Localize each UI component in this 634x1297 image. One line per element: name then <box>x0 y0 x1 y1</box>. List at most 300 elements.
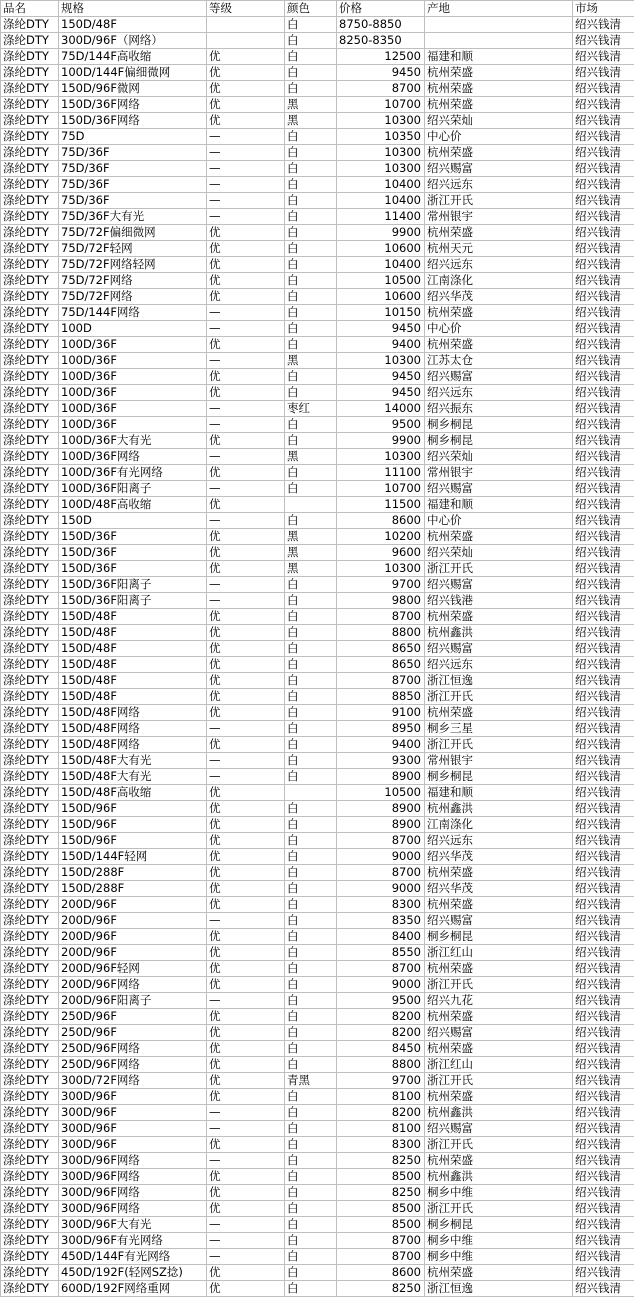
cell-origin: 杭州荣盛 <box>425 961 573 977</box>
cell-product: 涤纶DTY <box>1 113 59 129</box>
cell-product: 涤纶DTY <box>1 897 59 913</box>
cell-price: 8700 <box>337 1233 425 1249</box>
cell-price: 9450 <box>337 65 425 81</box>
cell-spec: 300D/96F大有光 <box>59 1217 207 1233</box>
cell-origin: 绍兴远东 <box>425 833 573 849</box>
cell-color: 白 <box>285 369 337 385</box>
cell-color: 白 <box>285 929 337 945</box>
cell-spec: 150D <box>59 513 207 529</box>
cell-product: 涤纶DTY <box>1 1217 59 1233</box>
cell-grade: 优 <box>207 1185 285 1201</box>
cell-price: 8900 <box>337 801 425 817</box>
cell-market: 绍兴钱清 <box>573 1249 634 1265</box>
cell-market: 绍兴钱清 <box>573 641 634 657</box>
cell-price: 9900 <box>337 433 425 449</box>
cell-market: 绍兴钱清 <box>573 113 634 129</box>
cell-color: 白 <box>285 577 337 593</box>
cell-product: 涤纶DTY <box>1 817 59 833</box>
table-row <box>1 337 634 353</box>
cell-market: 绍兴钱清 <box>573 593 634 609</box>
cell-market: 绍兴钱清 <box>573 97 634 113</box>
cell-origin: 桐乡桐昆 <box>425 769 573 785</box>
cell-product: 涤纶DTY <box>1 209 59 225</box>
cell-grade: 优 <box>207 689 285 705</box>
cell-color: 白 <box>285 1041 337 1057</box>
cell-origin: 杭州荣盛 <box>425 305 573 321</box>
cell-grade: 优 <box>207 1057 285 1073</box>
cell-origin: 中心价 <box>425 321 573 337</box>
cell-product: 涤纶DTY <box>1 545 59 561</box>
table-row <box>1 145 634 161</box>
cell-color: 白 <box>285 1089 337 1105</box>
cell-spec: 75D/36F <box>59 193 207 209</box>
cell-origin: 江南涤化 <box>425 273 573 289</box>
cell-spec: 450D/144F有光网络 <box>59 1249 207 1265</box>
cell-product: 涤纶DTY <box>1 353 59 369</box>
cell-product: 涤纶DTY <box>1 625 59 641</box>
cell-origin: 桐乡桐昆 <box>425 929 573 945</box>
table-row <box>1 113 634 129</box>
cell-grade: — <box>207 353 285 369</box>
cell-spec: 600D/192F网络重网 <box>59 1281 207 1297</box>
cell-color: 黑 <box>285 113 337 129</box>
cell-market: 绍兴钱清 <box>573 1201 634 1217</box>
cell-color: 白 <box>285 17 337 33</box>
cell-color: 白 <box>285 1265 337 1281</box>
cell-grade: 优 <box>207 65 285 81</box>
table-row <box>1 273 634 289</box>
cell-market: 绍兴钱清 <box>573 849 634 865</box>
cell-color: 白 <box>285 913 337 929</box>
cell-origin: 绍兴振东 <box>425 401 573 417</box>
cell-spec: 150D/36F <box>59 545 207 561</box>
table-row <box>1 881 634 897</box>
cell-product: 涤纶DTY <box>1 657 59 673</box>
cell-market: 绍兴钱清 <box>573 945 634 961</box>
cell-product: 涤纶DTY <box>1 577 59 593</box>
cell-origin <box>425 17 573 33</box>
cell-spec: 150D/48F大有光 <box>59 769 207 785</box>
cell-price: 9000 <box>337 881 425 897</box>
cell-color: 白 <box>285 1025 337 1041</box>
cell-origin: 浙江开氏 <box>425 1073 573 1089</box>
cell-origin: 福建和顺 <box>425 785 573 801</box>
cell-origin: 浙江恒逸 <box>425 1281 573 1297</box>
cell-grade: 优 <box>207 865 285 881</box>
cell-price: 8800 <box>337 625 425 641</box>
cell-spec: 100D/36F <box>59 401 207 417</box>
cell-grade: 优 <box>207 1265 285 1281</box>
cell-market: 绍兴钱清 <box>573 161 634 177</box>
cell-origin: 杭州荣盛 <box>425 145 573 161</box>
cell-price: 9700 <box>337 577 425 593</box>
table-row <box>1 1169 634 1185</box>
cell-spec: 150D/36F网络 <box>59 97 207 113</box>
cell-price: 10500 <box>337 785 425 801</box>
cell-grade: — <box>207 145 285 161</box>
cell-price: 8200 <box>337 1009 425 1025</box>
cell-color: 白 <box>285 1105 337 1121</box>
cell-price: 8750-8850 <box>337 17 425 33</box>
cell-color: 白 <box>285 1281 337 1297</box>
cell-product: 涤纶DTY <box>1 641 59 657</box>
cell-product: 涤纶DTY <box>1 225 59 241</box>
cell-market: 绍兴钱清 <box>573 1089 634 1105</box>
cell-spec: 150D/96F <box>59 817 207 833</box>
cell-price: 8500 <box>337 1201 425 1217</box>
cell-product: 涤纶DTY <box>1 1281 59 1297</box>
cell-spec: 100D/36F <box>59 417 207 433</box>
cell-market: 绍兴钱清 <box>573 17 634 33</box>
cell-product: 涤纶DTY <box>1 929 59 945</box>
table-row <box>1 705 634 721</box>
cell-spec: 150D/36F网络 <box>59 113 207 129</box>
table-row <box>1 577 634 593</box>
cell-market: 绍兴钱清 <box>573 609 634 625</box>
cell-color: 青黑 <box>285 1073 337 1089</box>
cell-grade: 优 <box>207 1201 285 1217</box>
cell-grade: 优 <box>207 241 285 257</box>
cell-market: 绍兴钱清 <box>573 33 634 49</box>
cell-market: 绍兴钱清 <box>573 321 634 337</box>
cell-color: 白 <box>285 769 337 785</box>
cell-color: 白 <box>285 465 337 481</box>
cell-color: 枣红 <box>285 401 337 417</box>
cell-price: 8550 <box>337 945 425 961</box>
cell-price: 10400 <box>337 177 425 193</box>
cell-color: 白 <box>285 193 337 209</box>
cell-spec: 150D/36F <box>59 529 207 545</box>
cell-grade: — <box>207 193 285 209</box>
table-row <box>1 1265 634 1281</box>
cell-color: 白 <box>285 737 337 753</box>
cell-grade: 优 <box>207 945 285 961</box>
cell-spec: 200D/96F <box>59 929 207 945</box>
cell-origin: 浙江开氏 <box>425 977 573 993</box>
cell-price: 8650 <box>337 641 425 657</box>
cell-grade: — <box>207 305 285 321</box>
cell-grade: 优 <box>207 625 285 641</box>
cell-price: 8200 <box>337 1025 425 1041</box>
header-color: 颜色 <box>285 1 337 17</box>
cell-spec: 75D/72F轻网 <box>59 241 207 257</box>
cell-market: 绍兴钱清 <box>573 129 634 145</box>
cell-grade: — <box>207 1233 285 1249</box>
table-row <box>1 961 634 977</box>
cell-origin: 桐乡三星 <box>425 721 573 737</box>
table-row <box>1 1281 634 1297</box>
cell-spec: 75D/144F网络 <box>59 305 207 321</box>
cell-price: 8900 <box>337 817 425 833</box>
cell-grade: — <box>207 769 285 785</box>
table-row <box>1 1089 634 1105</box>
cell-spec: 75D/72F偏细微网 <box>59 225 207 241</box>
cell-origin: 绍兴远东 <box>425 385 573 401</box>
cell-grade: 优 <box>207 1041 285 1057</box>
cell-product: 涤纶DTY <box>1 257 59 273</box>
cell-origin: 绍兴华茂 <box>425 849 573 865</box>
cell-price: 8300 <box>337 897 425 913</box>
cell-market: 绍兴钱清 <box>573 545 634 561</box>
cell-price: 10600 <box>337 241 425 257</box>
cell-spec: 250D/96F <box>59 1009 207 1025</box>
cell-color: 白 <box>285 481 337 497</box>
cell-price: 10300 <box>337 113 425 129</box>
cell-color: 白 <box>285 177 337 193</box>
table-row <box>1 657 634 673</box>
cell-market: 绍兴钱清 <box>573 385 634 401</box>
table-row <box>1 65 634 81</box>
cell-grade <box>207 17 285 33</box>
cell-product: 涤纶DTY <box>1 1169 59 1185</box>
cell-origin: 绍兴荣灿 <box>425 113 573 129</box>
cell-price: 14000 <box>337 401 425 417</box>
table-row <box>1 177 634 193</box>
cell-spec: 150D/48F <box>59 17 207 33</box>
cell-color: 白 <box>285 753 337 769</box>
cell-market: 绍兴钱清 <box>573 657 634 673</box>
table-row <box>1 929 634 945</box>
cell-market: 绍兴钱清 <box>573 273 634 289</box>
cell-color: 白 <box>285 417 337 433</box>
table-row <box>1 97 634 113</box>
cell-origin: 江苏太仓 <box>425 353 573 369</box>
cell-origin: 浙江开氏 <box>425 561 573 577</box>
cell-product: 涤纶DTY <box>1 609 59 625</box>
cell-product: 涤纶DTY <box>1 369 59 385</box>
cell-price: 8600 <box>337 513 425 529</box>
cell-product: 涤纶DTY <box>1 689 59 705</box>
cell-market: 绍兴钱清 <box>573 449 634 465</box>
cell-product: 涤纶DTY <box>1 417 59 433</box>
table-row <box>1 305 634 321</box>
cell-grade: — <box>207 161 285 177</box>
cell-spec: 200D/96F网络 <box>59 977 207 993</box>
cell-origin: 桐乡桐昆 <box>425 433 573 449</box>
cell-market: 绍兴钱清 <box>573 465 634 481</box>
cell-product: 涤纶DTY <box>1 241 59 257</box>
cell-product: 涤纶DTY <box>1 481 59 497</box>
cell-spec: 150D/48F <box>59 641 207 657</box>
cell-market: 绍兴钱清 <box>573 1217 634 1233</box>
cell-origin: 杭州鑫洪 <box>425 625 573 641</box>
cell-product: 涤纶DTY <box>1 849 59 865</box>
cell-price: 8700 <box>337 961 425 977</box>
cell-market: 绍兴钱清 <box>573 1041 634 1057</box>
cell-color: 白 <box>285 993 337 1009</box>
table-row <box>1 561 634 577</box>
cell-price: 9700 <box>337 1073 425 1089</box>
cell-product: 涤纶DTY <box>1 721 59 737</box>
cell-market: 绍兴钱清 <box>573 257 634 273</box>
cell-price: 8600 <box>337 1265 425 1281</box>
table-body <box>1 1 634 1297</box>
cell-grade: 优 <box>207 273 285 289</box>
cell-spec: 300D/96F（网络） <box>59 33 207 49</box>
cell-spec: 100D/48F高收缩 <box>59 497 207 513</box>
cell-product: 涤纶DTY <box>1 833 59 849</box>
cell-spec: 200D/96F <box>59 913 207 929</box>
cell-grade: 优 <box>207 929 285 945</box>
cell-product: 涤纶DTY <box>1 81 59 97</box>
cell-market: 绍兴钱清 <box>573 913 634 929</box>
cell-color <box>285 785 337 801</box>
table-row <box>1 129 634 145</box>
table-row <box>1 641 634 657</box>
cell-product: 涤纶DTY <box>1 1153 59 1169</box>
cell-market: 绍兴钱清 <box>573 1073 634 1089</box>
cell-grade: — <box>207 513 285 529</box>
cell-price: 8800 <box>337 1057 425 1073</box>
cell-origin: 浙江开氏 <box>425 1201 573 1217</box>
cell-color: 白 <box>285 209 337 225</box>
cell-grade: — <box>207 401 285 417</box>
cell-origin: 杭州荣盛 <box>425 865 573 881</box>
cell-color: 白 <box>285 1153 337 1169</box>
cell-product: 涤纶DTY <box>1 993 59 1009</box>
cell-grade: — <box>207 577 285 593</box>
cell-spec: 100D/36F <box>59 353 207 369</box>
cell-origin: 常州银宇 <box>425 209 573 225</box>
cell-spec: 300D/96F网络 <box>59 1201 207 1217</box>
table-row <box>1 609 634 625</box>
cell-color: 白 <box>285 241 337 257</box>
table-row <box>1 417 634 433</box>
cell-origin: 杭州荣盛 <box>425 1041 573 1057</box>
cell-grade: — <box>207 593 285 609</box>
cell-color: 黑 <box>285 97 337 113</box>
cell-color: 白 <box>285 897 337 913</box>
cell-spec: 300D/96F网络 <box>59 1153 207 1169</box>
cell-origin: 中心价 <box>425 513 573 529</box>
table-row <box>1 721 634 737</box>
cell-product: 涤纶DTY <box>1 961 59 977</box>
cell-grade: — <box>207 449 285 465</box>
cell-origin: 浙江恒逸 <box>425 673 573 689</box>
cell-grade: 优 <box>207 801 285 817</box>
cell-price: 9450 <box>337 385 425 401</box>
cell-price: 9100 <box>337 705 425 721</box>
cell-market: 绍兴钱清 <box>573 1153 634 1169</box>
cell-product: 涤纶DTY <box>1 673 59 689</box>
cell-price: 11400 <box>337 209 425 225</box>
cell-market: 绍兴钱清 <box>573 1185 634 1201</box>
table-row <box>1 1153 634 1169</box>
cell-product: 涤纶DTY <box>1 321 59 337</box>
cell-market: 绍兴钱清 <box>573 529 634 545</box>
cell-product: 涤纶DTY <box>1 177 59 193</box>
cell-origin: 绍兴赐富 <box>425 481 573 497</box>
table-row <box>1 353 634 369</box>
cell-product: 涤纶DTY <box>1 1041 59 1057</box>
cell-origin: 杭州天元 <box>425 241 573 257</box>
cell-product: 涤纶DTY <box>1 1089 59 1105</box>
cell-price: 8700 <box>337 673 425 689</box>
cell-market: 绍兴钱清 <box>573 81 634 97</box>
cell-color: 白 <box>285 833 337 849</box>
cell-grade: 优 <box>207 641 285 657</box>
cell-product: 涤纶DTY <box>1 337 59 353</box>
cell-color: 白 <box>285 657 337 673</box>
cell-price: 8650 <box>337 657 425 673</box>
cell-product: 涤纶DTY <box>1 945 59 961</box>
cell-grade: 优 <box>207 897 285 913</box>
cell-origin: 浙江开氏 <box>425 737 573 753</box>
cell-spec: 200D/96F <box>59 945 207 961</box>
cell-product: 涤纶DTY <box>1 161 59 177</box>
cell-origin: 浙江开氏 <box>425 1137 573 1153</box>
cell-origin: 桐乡桐昆 <box>425 1217 573 1233</box>
cell-color: 白 <box>285 1121 337 1137</box>
cell-product: 涤纶DTY <box>1 49 59 65</box>
cell-origin: 杭州荣盛 <box>425 1009 573 1025</box>
cell-spec: 100D <box>59 321 207 337</box>
cell-spec: 75D/72F网络 <box>59 289 207 305</box>
table-row <box>1 769 634 785</box>
cell-price: 8450 <box>337 1041 425 1057</box>
cell-spec: 75D/36F <box>59 161 207 177</box>
cell-origin: 浙江开氏 <box>425 689 573 705</box>
cell-market: 绍兴钱清 <box>573 513 634 529</box>
cell-grade: 优 <box>207 81 285 97</box>
table-row <box>1 1233 634 1249</box>
table-row <box>1 1073 634 1089</box>
cell-origin: 绍兴赐富 <box>425 161 573 177</box>
table-row <box>1 865 634 881</box>
table-row <box>1 401 634 417</box>
cell-spec: 150D/48F网络 <box>59 737 207 753</box>
table-row <box>1 481 634 497</box>
cell-price: 9000 <box>337 977 425 993</box>
cell-color: 白 <box>285 881 337 897</box>
cell-market: 绍兴钱清 <box>573 1233 634 1249</box>
cell-spec: 300D/96F <box>59 1089 207 1105</box>
table-row <box>1 81 634 97</box>
cell-product: 涤纶DTY <box>1 1137 59 1153</box>
cell-product: 涤纶DTY <box>1 593 59 609</box>
cell-grade: 优 <box>207 97 285 113</box>
cell-spec: 250D/96F网络 <box>59 1057 207 1073</box>
cell-price: 10400 <box>337 193 425 209</box>
cell-product: 涤纶DTY <box>1 753 59 769</box>
cell-market: 绍兴钱清 <box>573 1281 634 1297</box>
cell-product: 涤纶DTY <box>1 737 59 753</box>
cell-origin: 绍兴华茂 <box>425 289 573 305</box>
table-row <box>1 1217 634 1233</box>
table-row <box>1 1105 634 1121</box>
table-row <box>1 161 634 177</box>
cell-market: 绍兴钱清 <box>573 929 634 945</box>
cell-grade: 优 <box>207 609 285 625</box>
cell-color: 白 <box>285 945 337 961</box>
cell-spec: 300D/96F <box>59 1137 207 1153</box>
cell-color: 白 <box>285 1057 337 1073</box>
cell-product: 涤纶DTY <box>1 289 59 305</box>
cell-color: 白 <box>285 1169 337 1185</box>
cell-price: 8950 <box>337 721 425 737</box>
cell-grade: — <box>207 1153 285 1169</box>
table-row <box>1 849 634 865</box>
cell-price: 8500 <box>337 1169 425 1185</box>
cell-market: 绍兴钱清 <box>573 337 634 353</box>
cell-origin <box>425 33 573 49</box>
cell-grade: 优 <box>207 433 285 449</box>
cell-origin: 杭州荣盛 <box>425 65 573 81</box>
table-row <box>1 1185 634 1201</box>
table-row <box>1 449 634 465</box>
cell-origin: 浙江开氏 <box>425 193 573 209</box>
cell-market: 绍兴钱清 <box>573 177 634 193</box>
